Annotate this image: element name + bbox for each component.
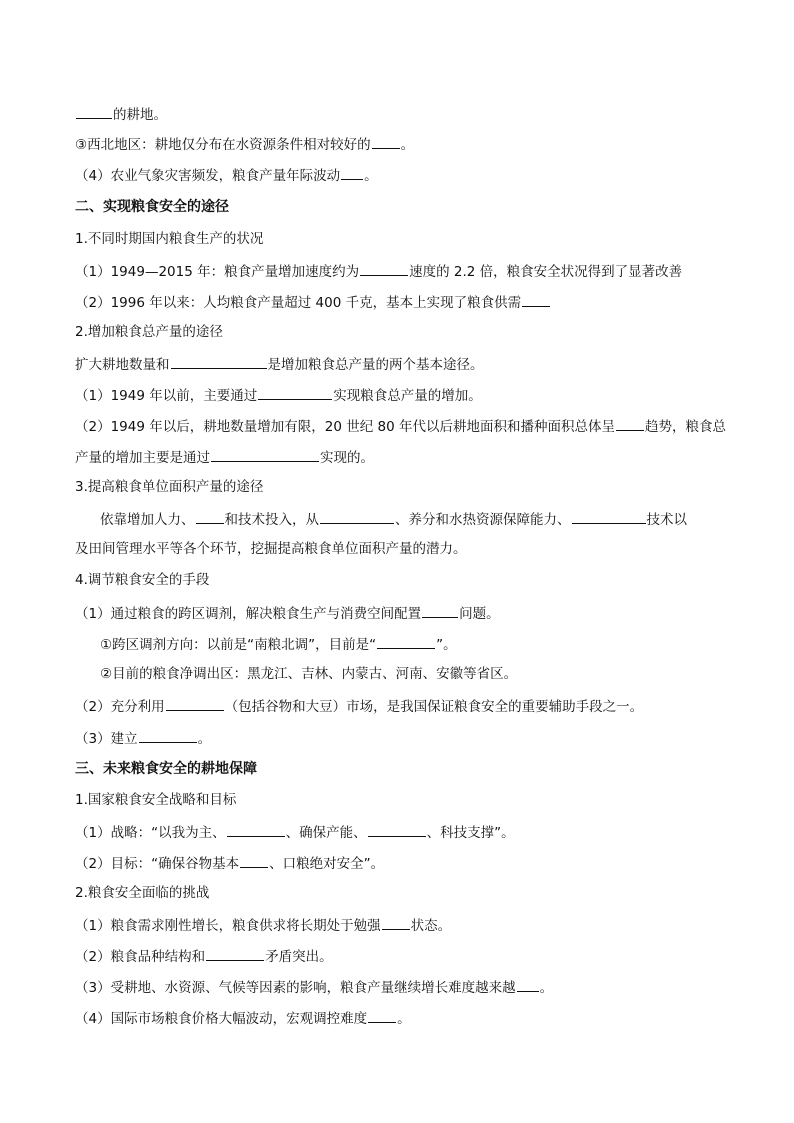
fill-blank[interactable] <box>139 728 197 743</box>
text-line: （1）粮食需求刚性增长，粮食供求将长期处于勉强 状态。 <box>75 915 734 935</box>
fill-blank[interactable] <box>171 354 267 369</box>
fill-blank[interactable] <box>211 447 319 462</box>
section-heading: 二、实现粮食安全的途径 <box>75 199 229 215</box>
text-line: ②目前的粮食净调出区：黑龙江、吉林、内蒙古、河南、安徽等省区。 <box>100 666 518 682</box>
text-line: （3）受耕地、水资源、气候等因素的影响，粮食产量继续增长难度越来越 。 <box>75 977 734 997</box>
fill-blank[interactable] <box>196 509 224 524</box>
fill-blank[interactable] <box>377 634 435 649</box>
fill-blank[interactable] <box>368 1008 396 1023</box>
fill-blank[interactable] <box>76 104 112 119</box>
fill-blank[interactable] <box>372 134 400 149</box>
text-line: （2）粮食品种结构和 矛盾突出。 <box>75 946 734 966</box>
text-line: 的耕地。 <box>75 104 734 124</box>
text-line: （2）1996 年以来：人均粮食产量超过 400 千克，基本上实现了粮食供需 <box>75 292 734 312</box>
text-line: （1）通过粮食的跨区调剂，解决粮食生产与消费空间配置 问题。 <box>75 603 734 623</box>
section-heading: 三、未来粮食安全的耕地保障 <box>75 761 257 777</box>
text-line: （2）1949 年以后，耕地数量增加有限，20 世纪 80 年代以后耕地面积和播种面积总体呈 趋势，粮食总 <box>75 416 734 436</box>
fill-blank[interactable] <box>368 822 426 837</box>
text-line: （1）1949 年以前，主要通过 实现粮食总产量的增加。 <box>75 385 734 405</box>
text-line: （4）农业气象灾害频发，粮食产量年际波动 。 <box>75 165 734 185</box>
subsection-heading: 2.粮食安全面临的挑战 <box>75 885 210 901</box>
fill-blank[interactable] <box>517 977 539 992</box>
subsection-heading: 1.国家粮食安全战略和目标 <box>75 792 237 808</box>
text-line: （2）充分利用 （包括谷物和大豆）市场，是我国保证粮食安全的重要辅助手段之一。 <box>75 696 734 716</box>
fill-blank[interactable] <box>360 261 408 276</box>
text-line: （2）目标：“确保谷物基本 、口粮绝对安全”。 <box>75 853 734 873</box>
fill-blank[interactable] <box>522 292 550 307</box>
fill-blank[interactable] <box>166 696 224 711</box>
text-line: 依靠增加人力、 和技术投入，从 、养分和水热资源保障能力、 技术以 <box>100 509 734 529</box>
fill-blank[interactable] <box>382 915 410 930</box>
subsection-heading: 4.调节粮食安全的手段 <box>75 572 210 588</box>
text-line: ①跨区调剂方向：以前是“南粮北调”，目前是“ ”。 <box>100 634 734 654</box>
subsection-heading: 3.提高粮食单位面积产量的途径 <box>75 479 264 495</box>
fill-blank[interactable] <box>320 509 394 524</box>
fill-blank[interactable] <box>341 165 363 180</box>
fill-blank[interactable] <box>240 853 268 868</box>
text-line: （3）建立 。 <box>75 728 734 748</box>
fill-blank[interactable] <box>227 822 285 837</box>
fill-blank[interactable] <box>258 385 332 400</box>
subsection-heading: 1.不同时期国内粮食生产的状况 <box>75 231 264 247</box>
fill-blank[interactable] <box>206 946 264 961</box>
fill-blank[interactable] <box>616 416 644 431</box>
text-line: （1）战略：“以我为主、 、确保产能、 、科技支撑”。 <box>75 822 734 842</box>
text-line: 产量的增加主要是通过 实现的。 <box>75 447 734 467</box>
text-line: （4）国际市场粮食价格大幅波动，宏观调控难度 。 <box>75 1008 734 1028</box>
text-line: （1）1949—2015 年：粮食产量增加速度约为 速度的 2.2 倍，粮食安全状况得到了显著改善 <box>75 261 734 281</box>
subsection-heading: 2.增加粮食总产量的途径 <box>75 324 223 340</box>
text-line: ③西北地区：耕地仅分布在水资源条件相对较好的 。 <box>75 134 734 154</box>
fill-blank[interactable] <box>572 509 646 524</box>
text-line: 扩大耕地数量和 是增加粮食总产量的两个基本途径。 <box>75 354 734 374</box>
text-line: 及田间管理水平等各个环节，挖掘提高粮食单位面积产量的潜力。 <box>75 541 467 557</box>
fill-blank[interactable] <box>422 603 458 618</box>
